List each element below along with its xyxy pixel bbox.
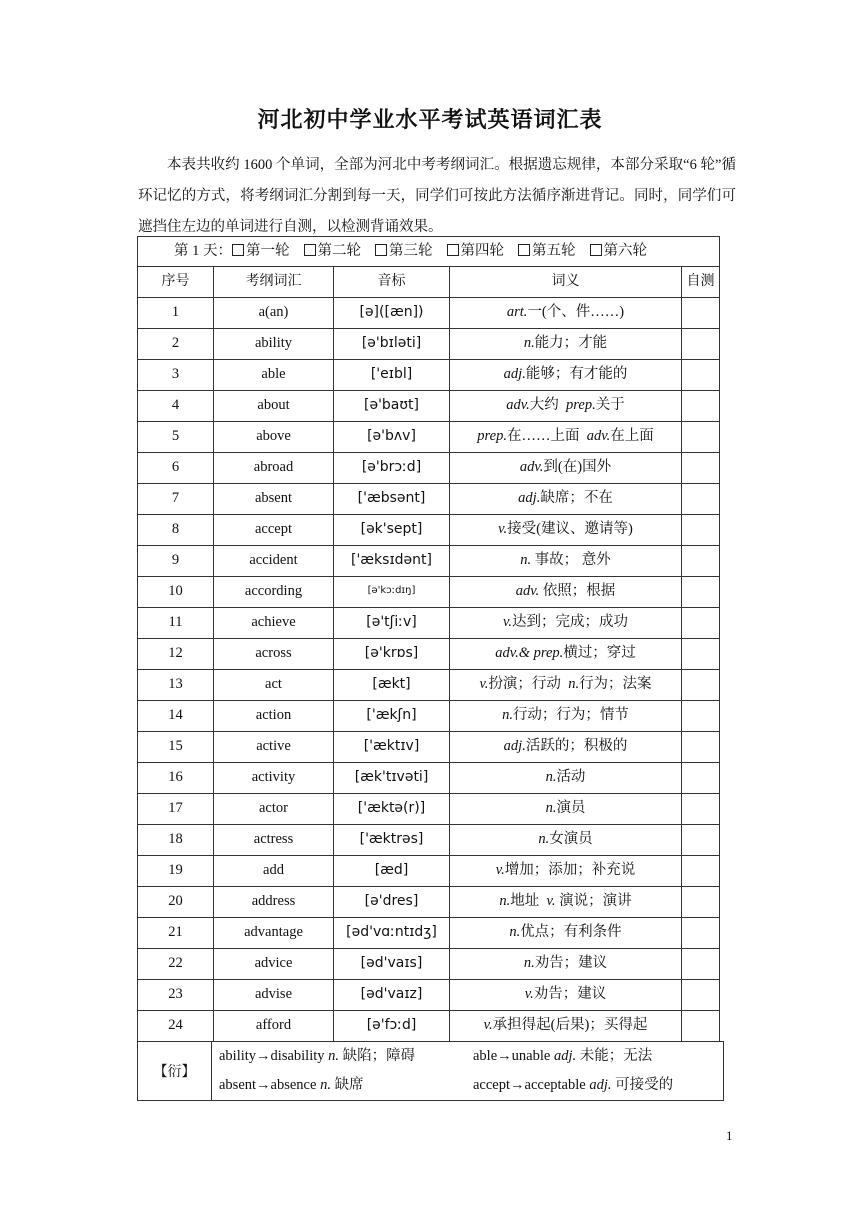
checkbox-icon[interactable] [375,244,387,256]
row-word: able [214,360,334,391]
round-1[interactable]: 第一轮 [232,243,290,259]
table-row [138,484,720,515]
row-phonetic: ['eɪbl] [334,360,450,391]
row-number: 18 [138,825,214,856]
self-test-cell[interactable] [682,701,720,732]
row-phonetic: ['æktə(r)] [334,794,450,825]
row-word: about [214,391,334,422]
row-word: actress [214,825,334,856]
row-phonetic: [ə'krɒs] [334,639,450,670]
row-number: 19 [138,856,214,887]
row-word: abroad [214,453,334,484]
row-word: add [214,856,334,887]
row-number: 12 [138,639,214,670]
row-meaning: n.演员 [450,794,682,825]
row-phonetic: ['æbsənt] [334,484,450,515]
row-meaning: v.达到；完成；成功 [450,608,682,639]
table-row [138,546,720,577]
self-test-cell[interactable] [682,949,720,980]
row-meaning: adv.到(在)国外 [450,453,682,484]
table-row [138,918,720,949]
row-word: active [214,732,334,763]
row-meaning: adj.能够；有才能的 [450,360,682,391]
row-number: 22 [138,949,214,980]
row-meaning: adj.缺席；不在 [450,484,682,515]
self-test-cell[interactable] [682,825,720,856]
row-meaning: n.能力；才能 [450,329,682,360]
row-phonetic: [əd'vaɪs] [334,949,450,980]
header-word: 考纲词汇 [214,267,334,298]
row-meaning: adv.& prep.横过；穿过 [450,639,682,670]
round-5[interactable]: 第五轮 [518,243,576,259]
self-test-cell[interactable] [682,980,720,1011]
row-phonetic: ['ækʃn] [334,701,450,732]
round-4[interactable]: 第四轮 [447,243,505,259]
table-header-row [138,267,720,298]
row-number: 8 [138,515,214,546]
row-number: 20 [138,887,214,918]
row-phonetic: [əd'vɑːntɪdʒ] [334,918,450,949]
header-num: 序号 [138,267,214,298]
row-phonetic: [ə'bɪləti] [334,329,450,360]
row-word: achieve [214,608,334,639]
self-test-cell[interactable] [682,732,720,763]
row-number: 9 [138,546,214,577]
row-number: 7 [138,484,214,515]
row-phonetic: [ə'tʃiːv] [334,608,450,639]
row-word: absent [214,484,334,515]
table-row [138,732,720,763]
row-word: accident [214,546,334,577]
row-word: afford [214,1011,334,1042]
row-number: 4 [138,391,214,422]
checkbox-icon[interactable] [447,244,459,256]
row-phonetic: [ə'bʌv] [334,422,450,453]
row-word: address [214,887,334,918]
self-test-cell[interactable] [682,360,720,391]
row-word: advantage [214,918,334,949]
table-row [138,453,720,484]
table-row [138,856,720,887]
table-row [138,949,720,980]
row-phonetic: [ək'sept] [334,515,450,546]
table-row [138,825,720,856]
self-test-cell[interactable] [682,887,720,918]
derivative-item-2: able→unable adj. 未能；无法 [473,1048,653,1064]
derivative-item-1: ability→disability n. 缺陷；障碍 [219,1048,416,1064]
row-meaning: v.增加；添加；补充说 [450,856,682,887]
page-title: 河北初中学业水平考试英语词汇表 [257,108,603,133]
self-test-cell[interactable] [682,391,720,422]
round-3[interactable]: 第三轮 [375,243,433,259]
row-phonetic: [ə]([æn]) [334,298,450,329]
row-meaning: v.接受(建议、邀请等) [450,515,682,546]
row-phonetic: ['æktɪv] [334,732,450,763]
table-row [138,515,720,546]
row-phonetic: [ə'dres] [334,887,450,918]
row-meaning: n. 事故； 意外 [450,546,682,577]
row-phonetic: [æk'tɪvəti] [334,763,450,794]
self-test-cell[interactable] [682,453,720,484]
self-test-cell[interactable] [682,670,720,701]
table-row [138,391,720,422]
self-test-cell[interactable] [682,515,720,546]
day-label: 第 1 天： [174,243,232,259]
self-test-cell[interactable] [682,329,720,360]
row-number: 1 [138,298,214,329]
self-test-cell[interactable] [682,298,720,329]
day-round-bar [138,237,720,267]
page-number: 1 [726,1128,733,1143]
derivative-item-3: absent→absence n. 缺席 [219,1077,364,1093]
row-number: 11 [138,608,214,639]
self-test-cell[interactable] [682,763,720,794]
table-row [138,794,720,825]
row-meaning: n.地址 v. 演说；演讲 [450,887,682,918]
self-test-cell[interactable] [682,422,720,453]
row-word: across [214,639,334,670]
row-word: actor [214,794,334,825]
derivatives-label: 【衍】 [138,1042,212,1100]
row-word: ability [214,329,334,360]
self-test-cell[interactable] [682,794,720,825]
header-self-test: 自测 [682,267,720,298]
row-phonetic: [ə'fɔːd] [334,1011,450,1042]
row-word: act [214,670,334,701]
row-phonetic: ['æktrəs] [334,825,450,856]
self-test-cell[interactable] [682,577,720,608]
day-round-cell [138,237,720,267]
row-meaning: adj.活跃的；积极的 [450,732,682,763]
intro-paragraph: 本表共收约 1600 个单词，全部为河北中考考纲词汇。根据遗忘规律，本部分采取“6 轮”循环记忆的方式，将考纲词汇分割到每一天，同学们可按此方法循序渐进背记。同时，同学们可遮挡住左边的单词进行自测，以检测背诵效果。 [138,157,736,235]
row-meaning: n.行动；行为；情节 [450,701,682,732]
derivatives-box [137,1041,724,1101]
row-number: 5 [138,422,214,453]
table-row [138,422,720,453]
row-meaning: v.承担得起(后果)；买得起 [450,1011,682,1042]
row-meaning: art.一(个、件……) [450,298,682,329]
header-meaning: 词义 [450,267,682,298]
row-phonetic: ['æksɪdənt] [334,546,450,577]
table-row [138,763,720,794]
row-number: 16 [138,763,214,794]
self-test-cell[interactable] [682,546,720,577]
table-row [138,608,720,639]
vocabulary-table [137,236,720,1041]
table-row [138,639,720,670]
row-number: 21 [138,918,214,949]
row-phonetic: [ə'baʊt] [334,391,450,422]
self-test-cell[interactable] [682,484,720,515]
row-number: 14 [138,701,214,732]
row-number: 6 [138,453,214,484]
row-word: advise [214,980,334,1011]
table-row [138,329,720,360]
row-meaning: prep.在……上面 adv.在上面 [450,422,682,453]
round-6[interactable]: 第六轮 [590,243,648,259]
row-word: according [214,577,334,608]
table-row [138,701,720,732]
table-row [138,980,720,1011]
row-meaning: adv. 依照；根据 [450,577,682,608]
self-test-cell[interactable] [682,1011,720,1042]
table-row [138,1011,720,1042]
row-number: 24 [138,1011,214,1042]
row-meaning: n.优点；有利条件 [450,918,682,949]
table-row [138,298,720,329]
header-phonetic: 音标 [334,267,450,298]
row-number: 15 [138,732,214,763]
round-2[interactable]: 第二轮 [304,243,362,259]
row-meaning: n.活动 [450,763,682,794]
row-number: 10 [138,577,214,608]
self-test-cell[interactable] [682,856,720,887]
checkbox-icon[interactable] [590,244,602,256]
row-word: activity [214,763,334,794]
row-number: 3 [138,360,214,391]
row-meaning: n.劝告；建议 [450,949,682,980]
row-meaning: v.扮演；行动 n.行为；法案 [450,670,682,701]
row-phonetic: [æd] [334,856,450,887]
row-phonetic: [ə'brɔːd] [334,453,450,484]
self-test-cell[interactable] [682,608,720,639]
row-number: 2 [138,329,214,360]
self-test-cell[interactable] [682,639,720,670]
row-phonetic: [ækt] [334,670,450,701]
row-word: advice [214,949,334,980]
row-number: 13 [138,670,214,701]
row-phonetic: [ə'kɔːdɪŋ] [334,577,450,608]
table-row [138,670,720,701]
derivative-item-4: accept→acceptable adj. 可接受的 [473,1077,674,1093]
checkbox-icon[interactable] [232,244,244,256]
table-row [138,887,720,918]
row-word: above [214,422,334,453]
row-word: a(an) [214,298,334,329]
checkbox-icon[interactable] [518,244,530,256]
self-test-cell[interactable] [682,918,720,949]
row-meaning: adv.大约 prep.关于 [450,391,682,422]
row-word: action [214,701,334,732]
table-row [138,577,720,608]
table-row [138,360,720,391]
row-meaning: n.女演员 [450,825,682,856]
row-number: 23 [138,980,214,1011]
row-word: accept [214,515,334,546]
row-meaning: v.劝告；建议 [450,980,682,1011]
row-phonetic: [əd'vaɪz] [334,980,450,1011]
row-number: 17 [138,794,214,825]
checkbox-icon[interactable] [304,244,316,256]
